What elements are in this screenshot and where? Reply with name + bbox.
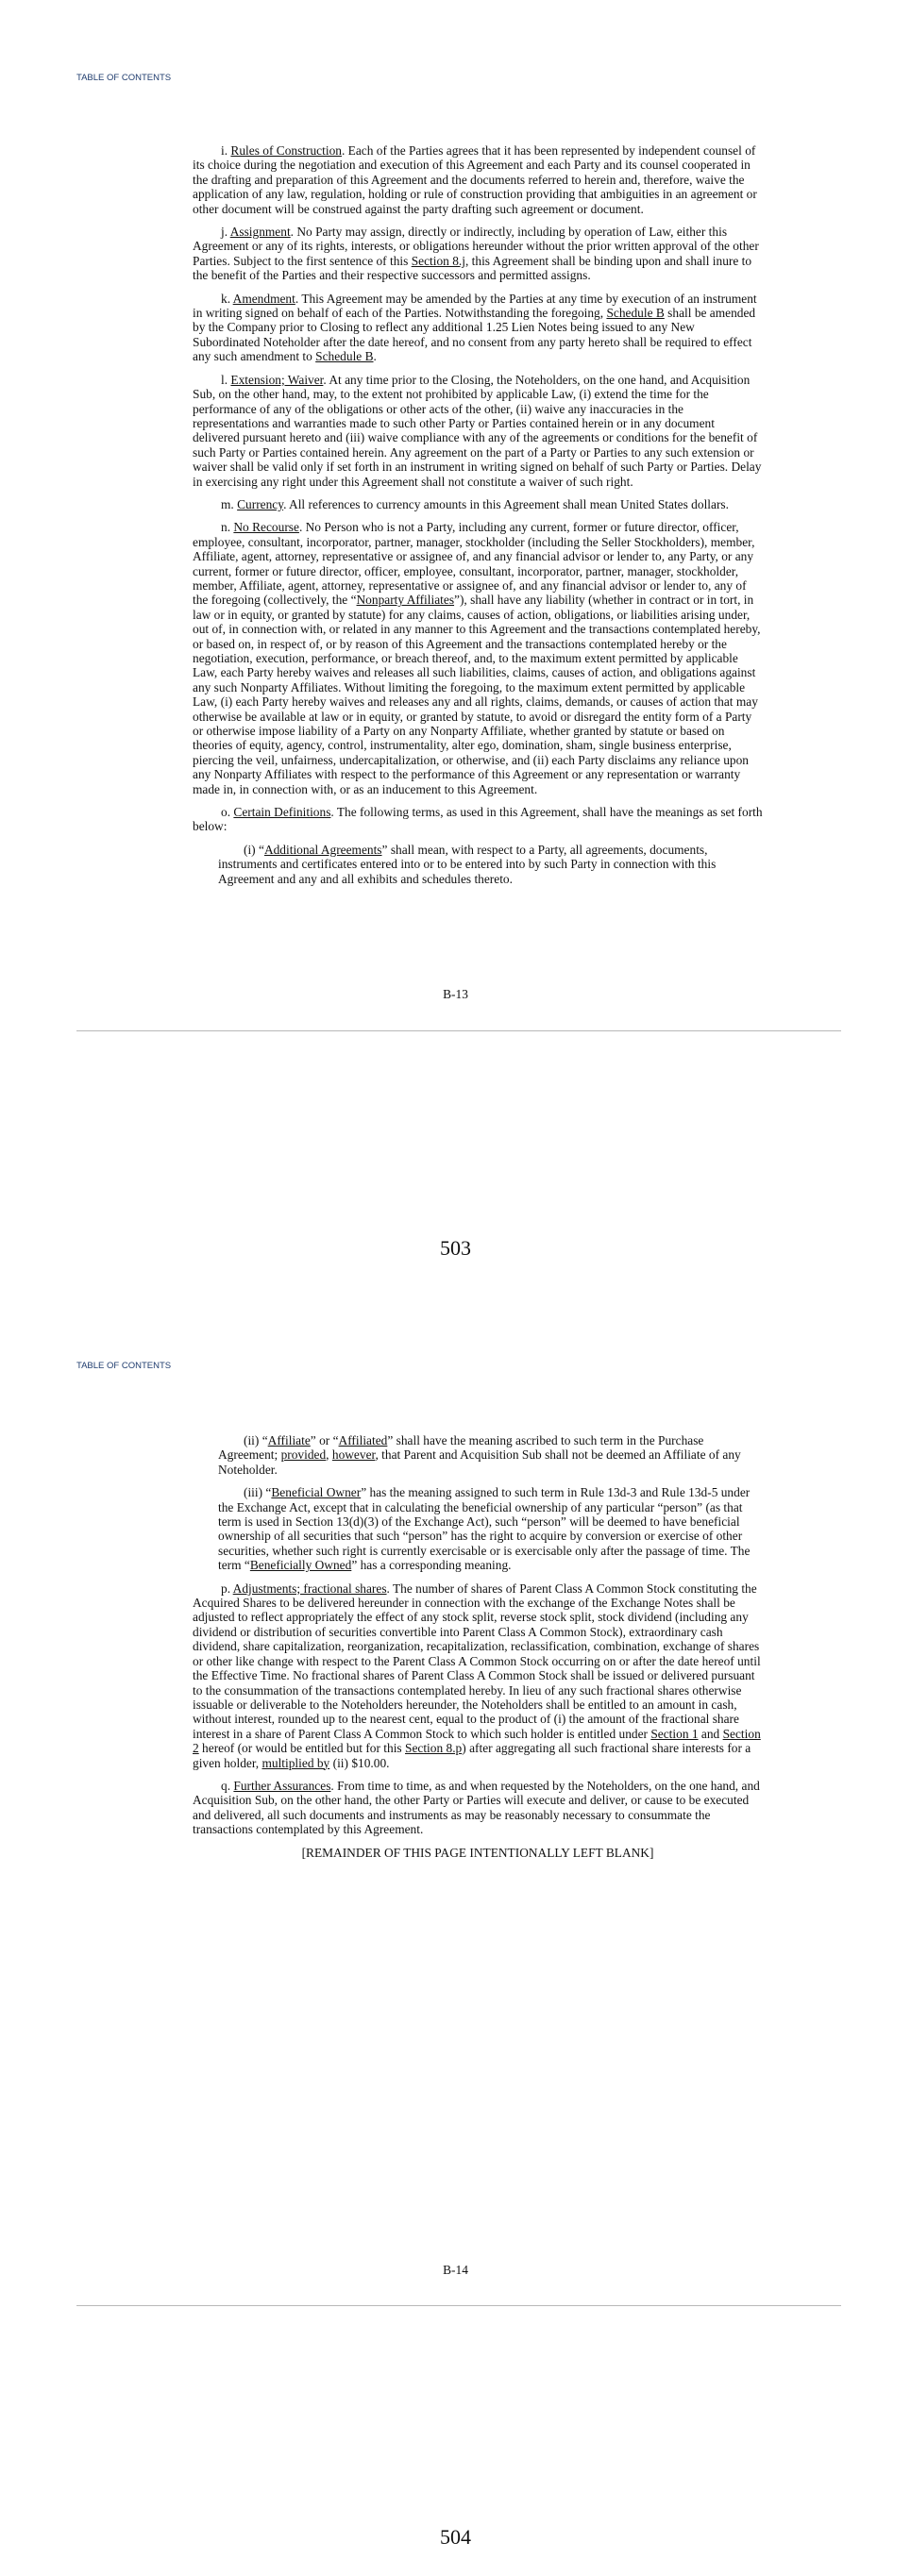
text-segment: k. (221, 291, 233, 306)
text-segment: ” has the meaning assigned to such term in Rule 13d-3 and Rule 13d-5 under the Exchange Act, except that in calculating the beneficial ownership of any particular “person” (as that term is used in Section 13(d)(3) of the Exchange Act), such “person” will be deemed to have beneficial ownership of all securities that such “person” has the right to acquire by conversion or exercise of other securities, whether such right is currently exercisable or is exercisable only after the passage of time. The term “ (218, 1485, 751, 1573)
text-segment: . The following terms, as used in this Agreement, shall have the meanings as set forth below: (193, 805, 763, 834)
defined-term: however (331, 1447, 376, 1463)
text-segment: . (373, 349, 377, 364)
text-segment: . From time to time, as and when requested by the Noteholders, on the one hand, and Acquisition Sub, on the other hand, the other Party or Parties will execute and deliver, or cause to be executed and delivered, all such documents and instruments as may be reasonably necessary to consummate the transactions contemplated by this Agreement. (193, 1778, 760, 1837)
text-segment: . The number of shares of Parent Class A Common Stock constituting the Acquired Shares to be delivered hereunder in connection with the exchange of the Exchange Notes shall be adjusted to reflect appropriately the effect of any stock split, reverse stock split, stock dividend (including any dividend or distribution of securities convertible into Parent Class A Common Stock), extraordinary cash dividend, share capitalization, reorganization, recapitalization, reclassification, combination, exchange of shares or other like change with respect to the Parent Class A Common Stock occurring on or after the date hereof until the Effective Time. No fractional shares of Parent Class A Common Stock shall be issued or delivered pursuant to the consummation of the transactions contemplated hereby. In lieu of any such fractional shares otherwise issuable or deliverable to the Noteholders hereunder, the Noteholders shall be entitled to an amount in cash, without interest, rounded up to the nearest cent, equal to the product of (i) the amount of the fractional share interest in a share of Parent Class A Common Stock to which such holder is entitled under (193, 1581, 761, 1741)
defined-term: multiplied by (261, 1755, 330, 1770)
text-segment: l. (221, 372, 231, 387)
paragraph (193, 1581, 763, 1770)
page-footer: B-14 (443, 2263, 468, 2277)
text-segment: and (698, 1726, 723, 1741)
table-of-contents-link[interactable]: TABLE OF CONTENTS (76, 73, 172, 83)
defined-term: provided (280, 1447, 327, 1463)
page-footer: B-13 (443, 987, 468, 1001)
paragraph (193, 520, 763, 796)
defined-term: Rules of Construction (230, 143, 342, 158)
text-segment: m. (221, 496, 238, 511)
text-segment: . No Person who is not a Party, including any current, former or future director, officer, employee, consultant, incorporator, partner, manager, stockholder (including the Seller Stockholders), member, Affiliate, agent, attorney, representative or assignee of, and any financial advisor or lender to, any Party, or any current, former or future director, officer, employee, consultant, incorporator, partner, manager, stockholder, member, Affiliate, agent, attorney, representative or assignee of, and any financial advisor or lender to, any of the foregoing (collectively, the “ (193, 520, 755, 608)
page-body (193, 143, 763, 895)
text-segment: (i) “ (244, 842, 264, 857)
defined-term: Schedule B (315, 349, 374, 364)
text-segment: . This Agreement may be amended by the Parties at any time by execution of an instrument in writing signed on behalf of each of the Parties. Notwithstanding the foregoing, (193, 291, 757, 321)
defined-term: Section 1 (650, 1726, 699, 1741)
text-segment: (ii) $10.00. (329, 1755, 390, 1770)
defined-term: Beneficial Owner (271, 1485, 362, 1500)
page-number: 503 (440, 1236, 471, 1260)
table-of-contents-link[interactable]: TABLE OF CONTENTS (76, 1361, 172, 1371)
text-segment: . Each of the Parties agrees that it has been represented by independent counsel of its choice during the negotiation and execution of this Agreement and each Party and its counsel cooperated in the drafting and preparation of this Agreement and the documents referred to herein and, therefore, waive the application of any law, regulation, holding or rule of construction providing that ambiguities in an agreement or other document will be construed against the party drafting such agreement or document. (193, 143, 757, 216)
defined-term: Assignment (229, 225, 291, 240)
text-segment: ” has a corresponding meaning. (351, 1558, 512, 1573)
text-segment: . All references to currency amounts in this Agreement shall mean United States dollars. (283, 496, 729, 511)
paragraph (193, 1779, 763, 1837)
defined-term: Certain Definitions (233, 805, 331, 820)
defined-term: Adjustments; fractional shares (232, 1581, 387, 1596)
text-segment: ” or “ (310, 1433, 339, 1447)
defined-term: Affiliate (267, 1433, 311, 1447)
page-body (193, 1433, 763, 1868)
text-segment: , (326, 1447, 332, 1463)
text-segment: ) after aggregating all such fractional share interests for a given holder, (193, 1741, 751, 1770)
text-segment: ” shall have the meaning ascribed to such term in the Purchase Agreement; (218, 1433, 704, 1463)
text-segment: o. (221, 805, 234, 820)
text-segment: q. (221, 1778, 234, 1793)
defined-term: Section 8.j (411, 253, 465, 268)
text-segment: , that Parent and Acquisition Sub shall not be deemed an Affiliate of any Noteholder. (218, 1447, 741, 1477)
text-segment: (ii) “ (244, 1433, 268, 1447)
defined-term: Additional Agreements (263, 842, 382, 857)
page-divider (76, 2305, 841, 2306)
text-segment: [REMAINDER OF THIS PAGE INTENTIONALLY LEFT BLANK] (301, 1845, 654, 1860)
text-segment: . No Party may assign, directly or indirectly, including by operation of Law, either this Agreement or any of its rights, interests, or obligations hereunder without the prior written approval of the other Parties. Subject to the first sentence of this (193, 225, 759, 268)
text-segment: . At any time prior to the Closing, the Noteholders, on the one hand, and Acquisition Sub, on the other hand, may, to the extent not prohibited by applicable Law, (i) extend the time for the performance of any of the obligations or other acts of the other, (ii) waive any inaccuracies in the representations and warranties made to such other Party or Parties contained herein or in any document delivered pursuant hereto and (iii) waive compliance with any of the agreements or conditions for the benefit of such Party or Parties contained herein. Any agreement on the part of a Party or Parties to any such extension or waiver shall be valid only if set forth in an instrument in writing signed on behalf of such Party or Parties. Delay in exercising any right under this Agreement shall not constitute a waiver of such right. (193, 372, 762, 489)
defined-term: Currency (237, 496, 284, 511)
text-segment: (iii) “ (244, 1485, 272, 1500)
paragraph (193, 497, 763, 511)
defined-term: Schedule B (606, 306, 665, 321)
text-segment: ”), shall have any liability (whether in contract or in tort, in law or in equity, or granted by statute) for any claims, causes of action, obligations, or liabilities arising under, out of, in connection with, or related in any manner to this Agreement and the transactions contemplated hereby, or based on, in respect of, or by reason of this Agreement and the transactions contemplated hereby or the negotiation, execution, performance, or breach thereof, and, to the maximum extent permitted by applicable Law, each Party hereby waives and releases all such liabilities, claims, causes of action, and obligations against any such Nonparty Affiliates. Without limiting the foregoing, to the maximum extent permitted by applicable Law, (i) each Party hereby waives and releases any and all rights, claims, demands, or causes of action that may otherwise be available at law or in equity, or granted by statute, to avoid or disregard the entity form of a Party or otherwise impose liability of a Party on any Nonparty Affiliate, whether granted by statute or based on theories of equity, agency, control, instrumentality, alter ego, domination, sham, single business enterprise, piercing the veil, unfairness, undercapitalization, or otherwise, and (ii) each Party disclaims any reliance upon any Nonparty Affiliates with respect to the performance of this Agreement or any representation or warranty made in, in connection with, or as an inducement to this Agreement. (193, 593, 761, 796)
paragraph (193, 225, 763, 283)
text-segment: i. (221, 143, 231, 158)
defined-term: Section 2 (193, 1726, 761, 1756)
defined-term: Extension; Waiver (230, 372, 324, 387)
defined-term: Affiliated (338, 1433, 388, 1447)
defined-term: Section 8.p (405, 1741, 463, 1756)
paragraph (193, 373, 763, 489)
paragraph (218, 1433, 763, 1477)
defined-term: Amendment (232, 291, 295, 306)
paragraph (193, 143, 763, 216)
defined-term: Nonparty Affiliates (356, 593, 455, 608)
text-segment: hereof (or would be entitled but for this (198, 1741, 405, 1756)
paragraph (193, 1846, 763, 1860)
text-segment: p. (221, 1581, 233, 1596)
page-number: 504 (440, 2525, 471, 2549)
paragraph (218, 1485, 763, 1572)
page-divider (76, 1030, 841, 1031)
text-segment: , this Agreement shall be binding upon and shall inure to the benefit of the Parties and their respective successors and permitted assigns. (193, 253, 752, 283)
text-segment: j. (221, 225, 230, 240)
defined-term: No Recourse (233, 520, 299, 535)
paragraph (193, 292, 763, 364)
defined-term: Further Assurances (233, 1778, 331, 1793)
paragraph (193, 805, 763, 834)
text-segment: shall be amended by the Company prior to Closing to reflect any additional 1.25 Lien Notes being issued to any New Subordinated Noteholder after the date hereof, and no consent from any party hereto shall be required to effect any such amendment to (193, 306, 756, 364)
text-segment: n. (221, 520, 234, 535)
paragraph (218, 843, 763, 886)
defined-term: Beneficially Owned (249, 1558, 352, 1573)
text-segment: ” shall mean, with respect to a Party, all agreements, documents, instruments and certificates entered into or to be entered into by such Party in connection with this Agreement and any and all exhibits and schedules thereto. (218, 842, 717, 886)
